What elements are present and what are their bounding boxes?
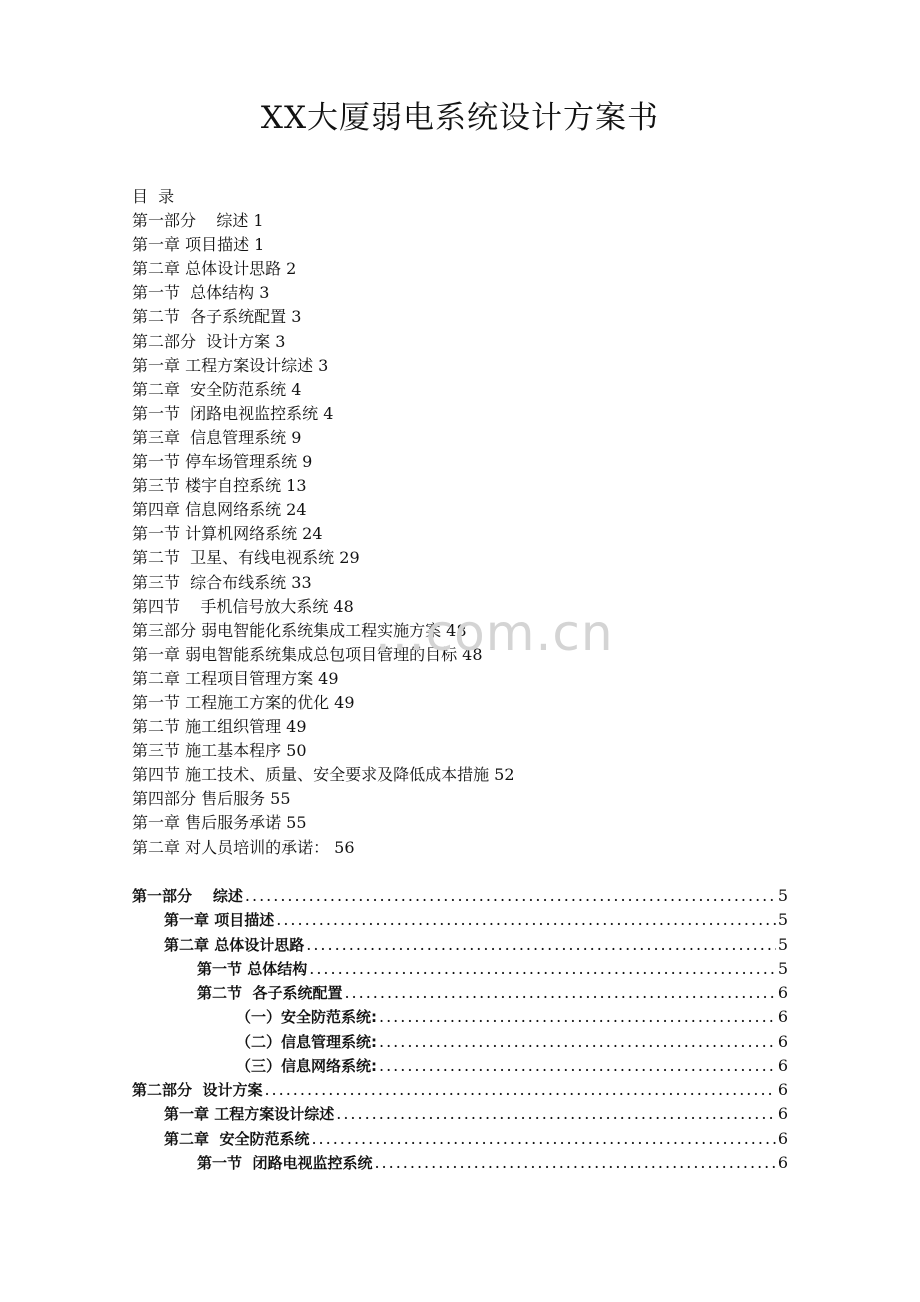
toc-entry[interactable]: 第一节 停车场管理系统 9 xyxy=(132,452,313,472)
toc-link-text: 第一节 闭路电视监控系统 xyxy=(197,1153,373,1172)
toc-heading[interactable]: 目 录 xyxy=(132,187,175,206)
toc-entry[interactable]: 第二章 工程项目管理方案 49 xyxy=(132,668,339,688)
toc-entry[interactable]: 第二章 总体设计思路 2 xyxy=(132,259,297,279)
toc-link-row[interactable] xyxy=(132,957,788,981)
toc-entry[interactable]: 第一节 工程施工方案的优化 49 xyxy=(132,692,355,712)
toc-page-number: 5 xyxy=(777,910,788,930)
toc-link-text: （二）信息管理系统: xyxy=(236,1032,377,1051)
dot-leader xyxy=(379,1005,776,1029)
dot-leader xyxy=(379,1030,776,1054)
toc-link-row[interactable] xyxy=(132,1030,788,1054)
toc-page-number: 6 xyxy=(777,1007,788,1027)
toc-link-row[interactable] xyxy=(132,884,788,908)
toc-entry[interactable]: 第三部分 弱电智能化系统集成工程实施方案 48 xyxy=(132,620,467,640)
toc-entry[interactable]: 第二节 施工组织管理 49 xyxy=(132,717,307,737)
toc-page-number: 6 xyxy=(777,1031,788,1051)
toc-link-text: （三）信息网络系统: xyxy=(236,1056,377,1075)
dotted-table-of-contents xyxy=(132,884,788,1175)
dot-leader xyxy=(264,1078,775,1102)
dot-leader xyxy=(306,933,776,957)
toc-link-row[interactable] xyxy=(132,933,788,957)
toc-link-row[interactable] xyxy=(132,981,788,1005)
toc-entry[interactable]: 第二章 对人员培训的承诺： 56 xyxy=(132,837,355,857)
dot-leader xyxy=(374,1151,775,1175)
toc-link-text: 第二章 安全防范系统 xyxy=(164,1129,310,1148)
toc-link-text: 第一部分 综述 xyxy=(132,887,243,905)
dot-leader xyxy=(336,1102,776,1126)
toc-link-row[interactable] xyxy=(132,1102,788,1126)
toc-page-number: 6 xyxy=(777,1080,788,1099)
toc-link-row[interactable] xyxy=(132,1151,788,1175)
toc-entry[interactable]: 第一章 售后服务承诺 55 xyxy=(132,813,307,833)
toc-link-text: （一）安全防范系统: xyxy=(236,1008,377,1027)
toc-link-row[interactable] xyxy=(132,1078,788,1102)
dot-leader xyxy=(309,957,776,981)
toc-entry[interactable]: 第三节 施工基本程序 50 xyxy=(132,741,307,761)
toc-entry[interactable]: 第四节 手机信号放大系统 48 xyxy=(132,596,354,616)
toc-link-row[interactable] xyxy=(132,1127,788,1151)
toc-link-text: 第二节 各子系统配置 xyxy=(197,984,343,1002)
toc-entry[interactable]: 第四章 信息网络系统 24 xyxy=(132,500,307,520)
toc-page-number: 5 xyxy=(777,934,788,954)
toc-entry[interactable]: 第一章 弱电智能系统集成总包项目管理的目标 48 xyxy=(132,644,483,664)
dot-leader xyxy=(311,1127,775,1151)
toc-page-number: 5 xyxy=(777,886,788,905)
toc-entry[interactable]: 第二节 各子系统配置 3 xyxy=(132,307,302,327)
toc-entry[interactable]: 第三节 综合布线系统 33 xyxy=(132,572,312,592)
toc-page-number: 6 xyxy=(777,1152,788,1172)
toc-entry[interactable]: 第二部分 设计方案 3 xyxy=(132,331,286,351)
toc-link-text: 第一节 总体结构 xyxy=(197,959,308,978)
toc-entry[interactable]: 第四部分 售后服务 55 xyxy=(132,789,291,809)
toc-page-number: 6 xyxy=(777,1104,788,1124)
toc-entry[interactable]: 第一节 总体结构 3 xyxy=(132,283,270,303)
toc-page-number: 5 xyxy=(777,958,788,978)
dot-leader xyxy=(379,1054,776,1078)
toc-link-text: 第一章 工程方案设计综述 xyxy=(164,1105,335,1124)
toc-link-row[interactable] xyxy=(132,1054,788,1078)
toc-link-row[interactable] xyxy=(132,1005,788,1029)
toc-entry[interactable]: 第二节 卫星、有线电视系统 29 xyxy=(132,548,360,568)
toc-link-row[interactable] xyxy=(132,908,788,932)
watermark: ...com.cn xyxy=(375,604,614,662)
toc-page-number: 6 xyxy=(777,1055,788,1075)
toc-link-text: 第二部分 设计方案 xyxy=(132,1081,263,1099)
dot-leader xyxy=(245,884,776,908)
toc-entry[interactable]: 第一节 闭路电视监控系统 4 xyxy=(132,403,334,423)
toc-entry[interactable]: 第一章 工程方案设计综述 3 xyxy=(132,355,329,375)
toc-entry[interactable]: 第一章 项目描述 1 xyxy=(132,235,265,255)
toc-entry[interactable]: 第四节 施工技术、质量、安全要求及降低成本措施 52 xyxy=(132,765,515,785)
toc-entry[interactable]: 第二章 安全防范系统 4 xyxy=(132,379,302,399)
dot-leader xyxy=(276,908,776,932)
toc-entry[interactable]: 第三节 楼宇自控系统 13 xyxy=(132,476,307,496)
document-title: XX大厦弱电系统设计方案书 xyxy=(260,100,660,136)
toc-entry[interactable]: 第一部分 综述 1 xyxy=(132,211,264,231)
toc-entry[interactable]: 第三章 信息管理系统 9 xyxy=(132,427,302,447)
toc-entry[interactable]: 第一节 计算机网络系统 24 xyxy=(132,524,323,544)
toc-page-number: 6 xyxy=(777,1128,788,1148)
toc-link-text: 第一章 项目描述 xyxy=(164,911,275,930)
dot-leader xyxy=(344,981,775,1005)
plain-table-of-contents xyxy=(132,185,515,860)
toc-link-text: 第二章 总体设计思路 xyxy=(164,935,305,954)
toc-page-number: 6 xyxy=(777,983,788,1002)
